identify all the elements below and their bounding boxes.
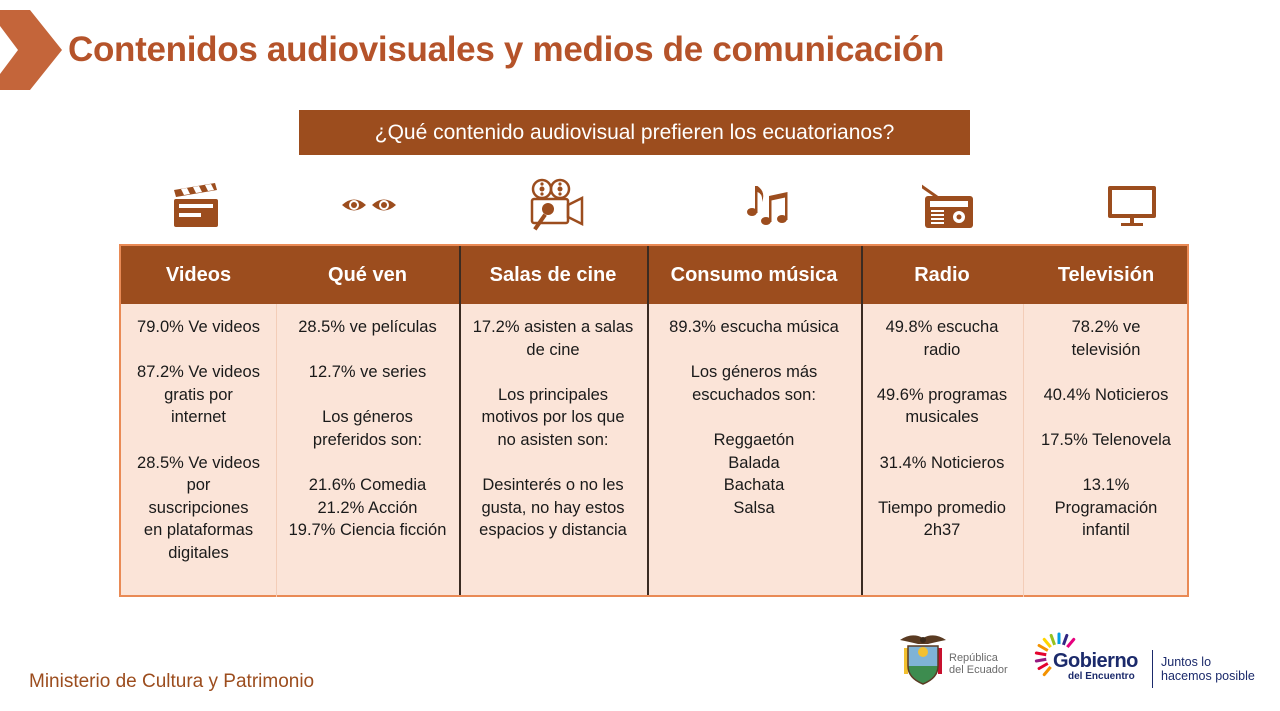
cell-line: 17.2% asisten a salas (472, 318, 634, 336)
cell-line: en plataformas (143, 521, 254, 540)
column-consumo-musica (647, 316, 861, 542)
television-icon (1102, 175, 1162, 235)
cell-block (459, 316, 647, 361)
cell-line: 89.3% escucha música (669, 318, 839, 336)
cell-line: 2h37 (923, 521, 961, 540)
cell-line: 49.8% escucha (885, 318, 999, 336)
clapperboard-icon (166, 175, 226, 235)
cell-line: 79.0% Ve videos (137, 318, 260, 336)
cell-line: radio (923, 340, 961, 359)
cell-block (861, 384, 1023, 429)
cell-line: musicales (905, 408, 979, 427)
footer-divider (1152, 650, 1153, 688)
title-chevron-shape (0, 10, 62, 90)
gobierno-subtitle: del Encuentro (1068, 671, 1135, 682)
cell-line: espacios y distancia (479, 521, 627, 540)
cell-line: televisión (1071, 340, 1141, 359)
ministry-name: Ministerio de Cultura y Patrimonio (29, 671, 315, 692)
cell-line: Bachata (723, 476, 785, 495)
icon-row (118, 175, 1188, 237)
cell-block (861, 497, 1023, 542)
column-radio (861, 316, 1023, 565)
slogan-line: Juntos lo (1161, 655, 1212, 669)
cell-line: 40.4% Noticieros (1043, 385, 1169, 404)
cell-block (647, 429, 861, 519)
cell-block (861, 452, 1023, 475)
cell-line: 19.7% Ciencia ficción (288, 521, 447, 540)
cell-block (459, 384, 647, 452)
cell-line: 28.5% Ve videos (137, 453, 260, 472)
cell-block (459, 474, 647, 542)
question-text: ¿Qué contenido audiovisual prefieren los ecuatorianos? (374, 120, 895, 144)
radio-icon (919, 175, 979, 235)
cell-block (1023, 384, 1189, 407)
cell-line: escuchados son: (692, 385, 816, 404)
preferences-table (119, 244, 1189, 597)
cell-line: Desinterés o no les (482, 476, 624, 495)
cell-block (647, 361, 861, 406)
cell-line: internet (170, 408, 227, 427)
cell-line: gratis por (164, 385, 233, 404)
cell-block (1023, 316, 1189, 361)
cell-line: 87.2% Ve videos (137, 363, 260, 382)
header-videos: Videos (165, 263, 232, 286)
cell-block (276, 361, 459, 384)
cell-line: no asisten son: (497, 430, 609, 449)
cell-line: 49.6% programas (876, 385, 1008, 404)
cell-line: gusta, no hay estos (481, 498, 625, 517)
cell-line: Programación (1054, 498, 1158, 517)
ecuador-coat-of-arms-icon (898, 630, 948, 686)
cell-line: suscripciones (148, 498, 249, 517)
eyes-icon (339, 175, 399, 235)
cell-line: de cine (526, 340, 580, 359)
column-television (1023, 316, 1189, 565)
republica-line: del Ecuador (949, 664, 1008, 676)
table-header-row (121, 246, 1187, 304)
cell-line: motivos por los que (481, 408, 625, 427)
gobierno-wordmark: Gobierno (1053, 650, 1138, 672)
cell-line: preferidos son: (312, 430, 423, 449)
cell-line: por (186, 476, 211, 495)
cell-line: Los géneros más (690, 363, 818, 382)
column-salas-de-cine (459, 316, 647, 565)
cell-line: 28.5% ve películas (298, 318, 437, 336)
cell-line: 17.5% Telenovela (1041, 430, 1171, 449)
header-consumo-musica: Consumo música (670, 263, 838, 286)
cell-line: 12.7% ve series (308, 363, 427, 382)
page-title: Contenidos audiovisuales y medios de comunicación (68, 30, 945, 69)
cell-block (1023, 429, 1189, 452)
cell-line: Balada (728, 453, 780, 472)
cell-line: 21.2% Acción (317, 498, 418, 517)
music-notes-icon (737, 175, 797, 235)
header-salas-de-cine: Salas de cine (489, 263, 617, 286)
column-videos (121, 316, 276, 587)
cell-block (276, 474, 459, 542)
cell-block (1023, 474, 1189, 542)
cell-block (276, 406, 459, 451)
cell-block (647, 316, 861, 339)
cell-line: infantil (1082, 521, 1130, 540)
cell-line: Salsa (733, 498, 775, 517)
cell-line: 13.1% (1082, 476, 1130, 495)
cell-block (121, 316, 276, 339)
slogan-line: hacemos posible (1161, 669, 1255, 683)
cell-block (861, 316, 1023, 361)
republica-line: República (949, 652, 998, 664)
column-que-ven (276, 316, 459, 565)
cell-line: 78.2% ve (1071, 318, 1141, 336)
cell-line: digitales (168, 543, 229, 562)
cell-line: Los principales (497, 385, 609, 404)
header-television: Televisión (1057, 263, 1155, 286)
cell-line: 31.4% Noticieros (879, 453, 1005, 472)
header-radio: Radio (914, 263, 970, 286)
header-que-ven: Qué ven (328, 263, 407, 286)
republica-del-ecuador-text (949, 652, 1008, 676)
cell-line: Los géneros (322, 408, 413, 427)
question-banner (299, 110, 970, 155)
cell-block (276, 316, 459, 339)
cell-block (121, 452, 276, 565)
cell-block (121, 361, 276, 429)
film-camera-icon (527, 175, 587, 235)
gobierno-slogan (1161, 655, 1255, 683)
cell-line: 21.6% Comedia (308, 476, 427, 495)
cell-line: Reggaetón (713, 430, 795, 449)
cell-line: Tiempo promedio (878, 498, 1006, 517)
